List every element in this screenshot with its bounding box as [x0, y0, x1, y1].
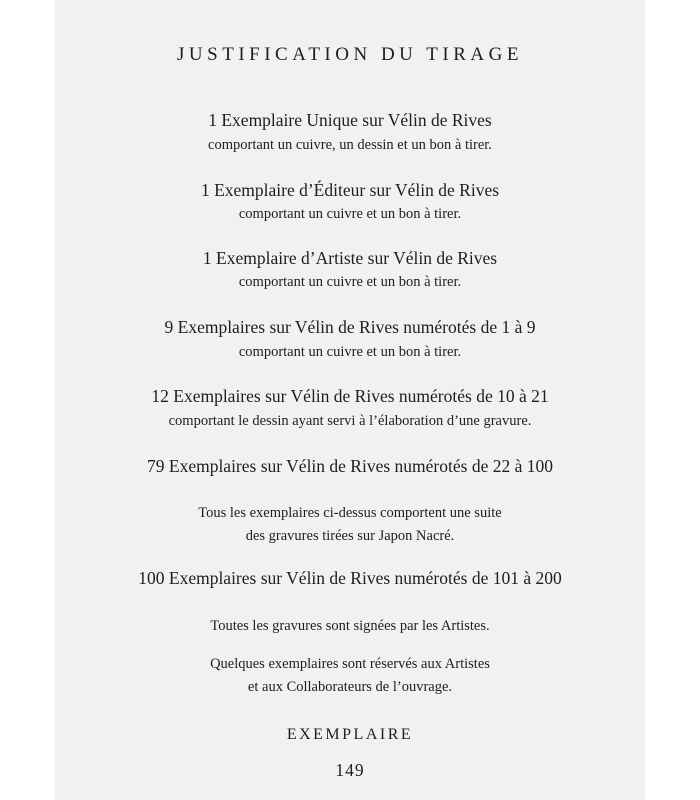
- entry-1-9-main: 9 Exemplaires sur Vélin de Rives numérotés de 1 à 9: [164, 317, 536, 337]
- entry-10-21-sub: comportant le dessin ayant servi à l’élaboration d’une gravure.: [168, 413, 532, 429]
- note-suite-line-1: Tous les exemplaires ci-dessus comportent une suite: [198, 505, 502, 521]
- entry-editeur-main: 1 Exemplaire d’Éditeur sur Vélin de Rives: [200, 180, 500, 200]
- colophon-page: [55, 0, 645, 800]
- page-title: JUSTIFICATION DU TIRAGE: [177, 44, 523, 65]
- entry-artiste-main: 1 Exemplaire d’Artiste sur Vélin de Rives: [202, 248, 498, 268]
- entry-unique-sub: comportant un cuivre, un dessin et un bon à tirer.: [208, 137, 492, 153]
- entry-10-21-main: 12 Exemplaires sur Vélin de Rives numérotés de 10 à 21: [151, 386, 549, 406]
- note-suite-line-2: des gravures tirées sur Japon Nacré.: [245, 528, 455, 544]
- entry-1-9-sub: comportant un cuivre et un bon à tirer.: [238, 344, 462, 360]
- entry-artiste-sub: comportant un cuivre et un bon à tirer.: [238, 274, 462, 290]
- entry-101-200-main: 100 Exemplaires sur Vélin de Rives numérotés de 101 à 200: [138, 568, 562, 588]
- entry-22-100-main: 79 Exemplaires sur Vélin de Rives numérotés de 22 à 100: [147, 456, 553, 476]
- note-signed: Toutes les gravures sont signées par les Artistes.: [210, 618, 490, 634]
- entry-unique-main: 1 Exemplaire Unique sur Vélin de Rives: [208, 110, 492, 130]
- copy-number: 149: [335, 760, 365, 780]
- note-reserved-line-2: et aux Collaborateurs de l’ouvrage.: [247, 679, 453, 695]
- entry-editeur-sub: comportant un cuivre et un bon à tirer.: [238, 206, 462, 222]
- copy-label: EXEMPLAIRE: [286, 726, 414, 743]
- note-reserved-line-1: Quelques exemplaires sont réservés aux Artistes: [210, 656, 490, 672]
